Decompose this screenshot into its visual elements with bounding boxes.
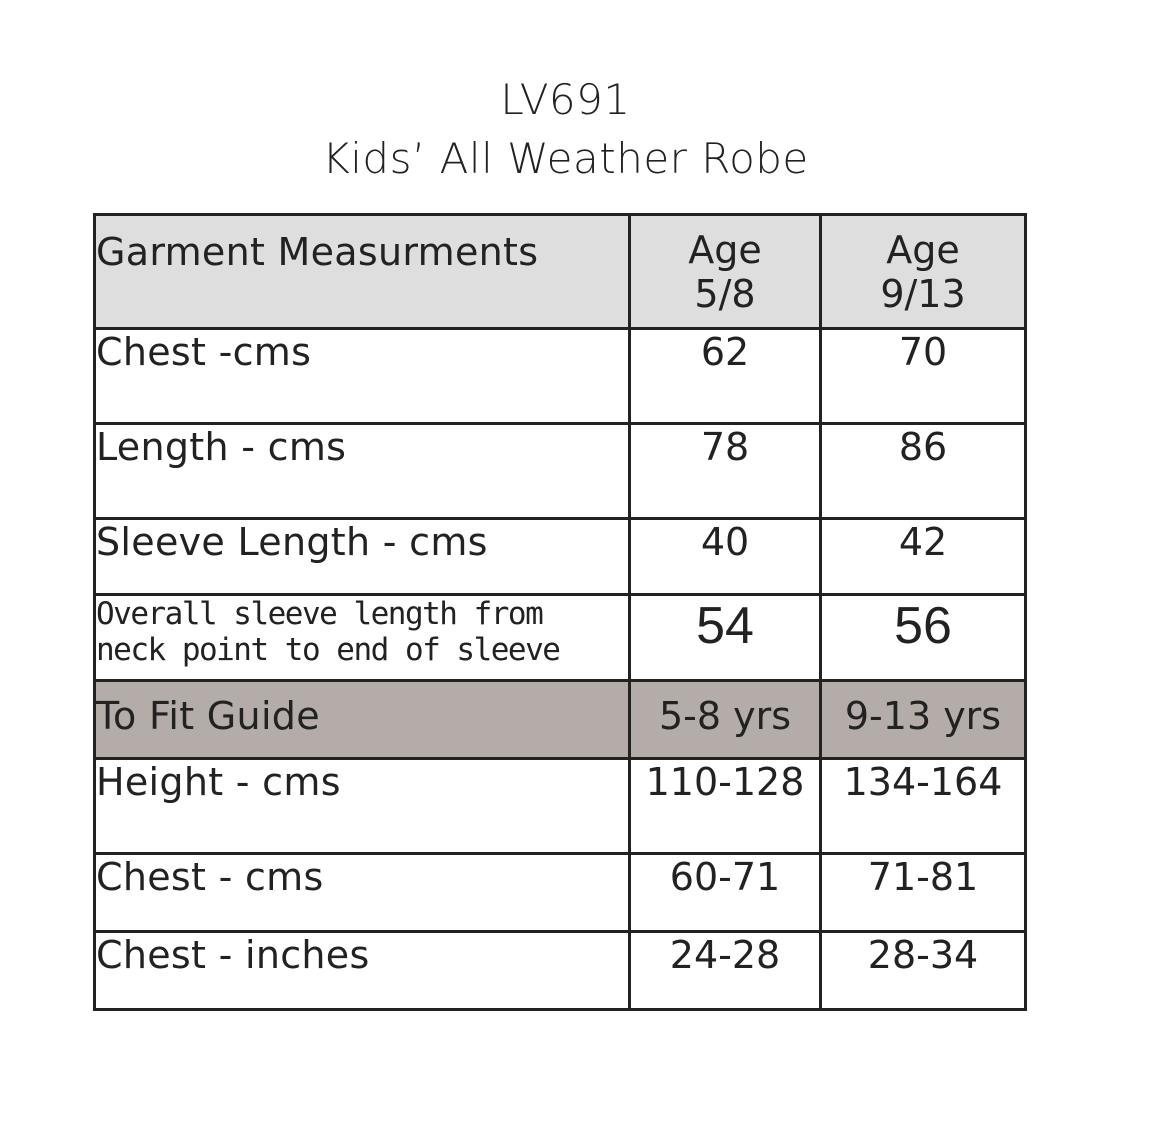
header-age-9-13-line2: 9/13 [880, 272, 966, 316]
table-row-sleeve-length [95, 519, 1026, 595]
row-value-a: 110-128 [630, 759, 821, 854]
header-label: Garment Measurments [95, 215, 630, 329]
table-row-fit-guide [95, 681, 1026, 759]
row-value-a: 78 [630, 424, 821, 519]
product-code: LV691 [500, 75, 631, 124]
product-name: Kids’ All Weather Robe [322, 134, 809, 183]
row-label: Height - cms [95, 759, 630, 854]
table-row-length-cms [95, 424, 1026, 519]
row-label: Length - cms [95, 424, 630, 519]
row-value-a: 54 [630, 595, 821, 681]
size-chart-table [93, 213, 1027, 1011]
row-value-a: 5-8 yrs [630, 681, 821, 759]
table-header-row [95, 215, 1026, 329]
row-label: Chest -cms [95, 329, 630, 424]
row-label-line2: neck point to end of sleeve [96, 632, 560, 668]
row-value-a: 62 [630, 329, 821, 424]
table-row-chest-cms-fit [95, 854, 1026, 932]
header-age-5-8-line2: 5/8 [694, 272, 756, 316]
row-label: Chest - inches [95, 932, 630, 1010]
row-label-line1: Overall sleeve length from [96, 596, 543, 632]
row-value-b: 56 [821, 595, 1026, 681]
row-label [95, 595, 630, 681]
row-value-a: 40 [630, 519, 821, 595]
table-row-overall-sleeve [95, 595, 1026, 681]
header-age-5-8 [630, 215, 821, 329]
header-age-9-13 [821, 215, 1026, 329]
row-value-b: 70 [821, 329, 1026, 424]
table-row-chest-inches [95, 932, 1026, 1010]
row-value-a: 60-71 [630, 854, 821, 932]
table-row-chest-cms [95, 329, 1026, 424]
row-value-b: 28-34 [821, 932, 1026, 1010]
row-value-b: 134-164 [821, 759, 1026, 854]
table-row-height-cms [95, 759, 1026, 854]
row-label: Sleeve Length - cms [95, 519, 630, 595]
row-label: Chest - cms [95, 854, 630, 932]
header-age-5-8-line1: Age [688, 228, 762, 272]
header-age-9-13-line1: Age [886, 228, 960, 272]
row-value-b: 86 [821, 424, 1026, 519]
row-label: To Fit Guide [95, 681, 630, 759]
row-value-a: 24-28 [630, 932, 821, 1010]
row-value-b: 71-81 [821, 854, 1026, 932]
row-value-b: 42 [821, 519, 1026, 595]
row-value-b: 9-13 yrs [821, 681, 1026, 759]
